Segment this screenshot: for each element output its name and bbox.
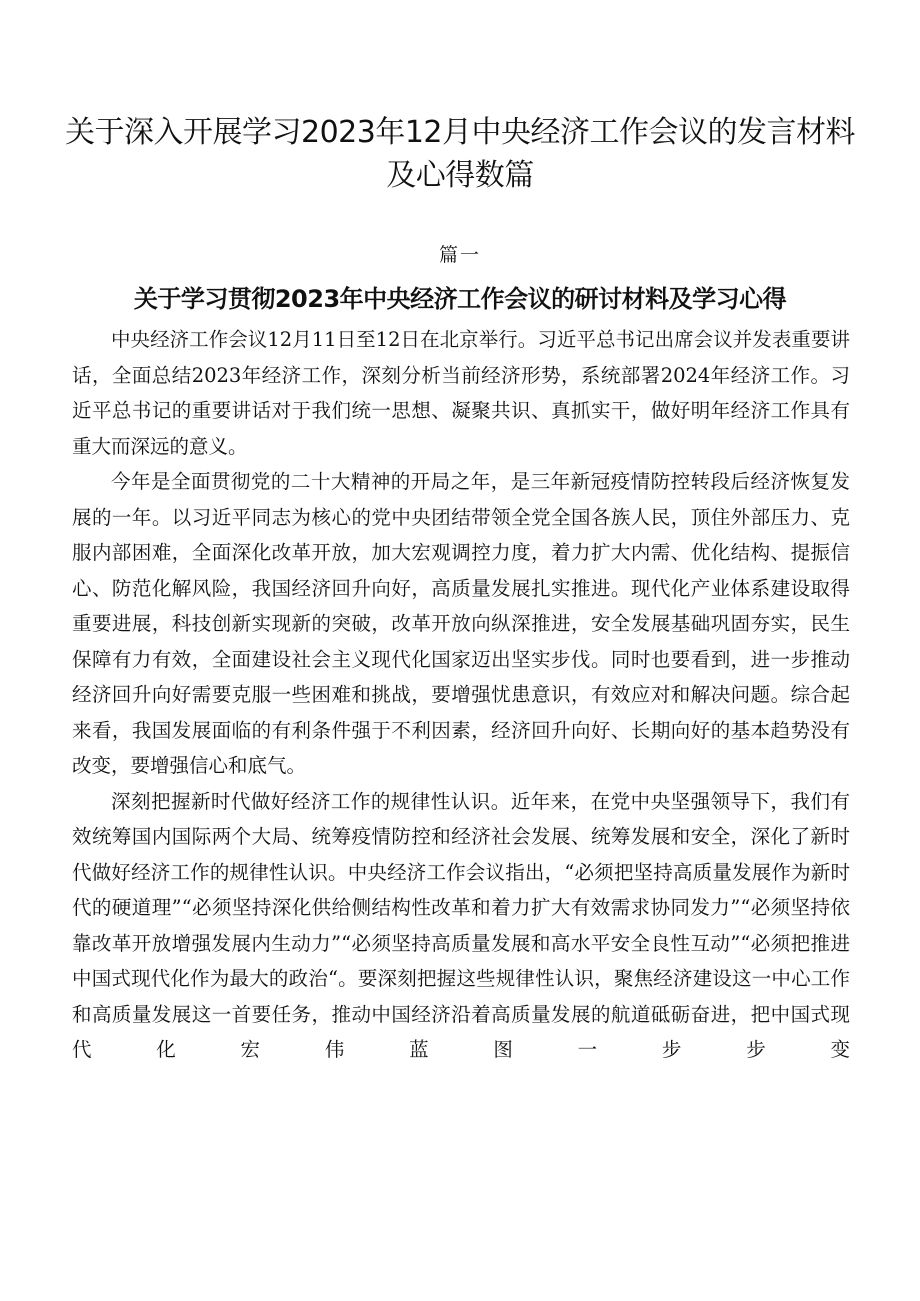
section-label: 篇一 bbox=[438, 244, 481, 266]
document-title: 关于深入开展学习2023年12月中央经济工作会议的发言材料及心得数篇 bbox=[64, 115, 856, 193]
paragraph-3: 深刻把握新时代做好经济工作的规律性认识。近年来，在党中央坚强领导下，我们有效统筹国内国际两个大局、统筹疫情防控和经济社会发展、统筹发展和安全，深化了新时代做好经济工作的规律性认识。中央经济工作会议指出，“必须把坚持高质量发展作为新时代的硬道理”“必须坚持深化供给侧结构性改革和着力扩大有效需求协同发力”“必须坚持依靠改革开放增强发展内生动力”“必须坚持高质量发展和高水平安全良性互动”“必须把推进中国式现代化作为最大的政治“。要深刻把握这些规律性认识，聚焦经济建设这一中心工作和高质量发展这一首要任务，推动中国经济沿着高质量发展的航道砥砺奋进，把中国式现代化宏伟蓝图一步步变 bbox=[72, 789, 850, 1061]
section-title: 关于学习贯彻2023年中央经济工作会议的研讨材料及学习心得 bbox=[133, 285, 787, 313]
document-body bbox=[72, 322, 850, 1068]
paragraph-2: 今年是全面贯彻党的二十大精神的开局之年，是三年新冠疫情防控转段后经济恢复发展的一年。以习近平同志为核心的党中央团结带领全党全国各族人民，顶住外部压力、克服内部困难，全面深化改革开放，加大宏观调控力度，着力扩大内需、优化结构、提振信心、防范化解风险，我国经济回升向好，高质量发展扎实推进。现代化产业体系建设取得重要进展，科技创新实现新的突破，改革开放向纵深推进，安全发展基础巩固夯实，民生保障有力有效，全面建设社会主义现代化国家迈出坚实步伐。同时也要看到，进一步推动经济回升向好需要克服一些困难和挑战，要增强忧患意识，有效应对和解决问题。综合起来看，我国发展面临的有利条件强于不利因素，经济回升向好、长期向好的基本趋势没有改变，要增强信心和底气。 bbox=[72, 470, 850, 777]
paragraph-1: 中央经济工作会议12月11日至12日在北京举行。习近平总书记出席会议并发表重要讲话，全面总结2023年经济工作，深刻分析当前经济形势，系统部署2024年经济工作。习近平总书记的重要讲话对于我们统一思想、凝聚共识、真抓实干，做好明年经济工作具有重大而深远的意义。 bbox=[72, 328, 850, 458]
